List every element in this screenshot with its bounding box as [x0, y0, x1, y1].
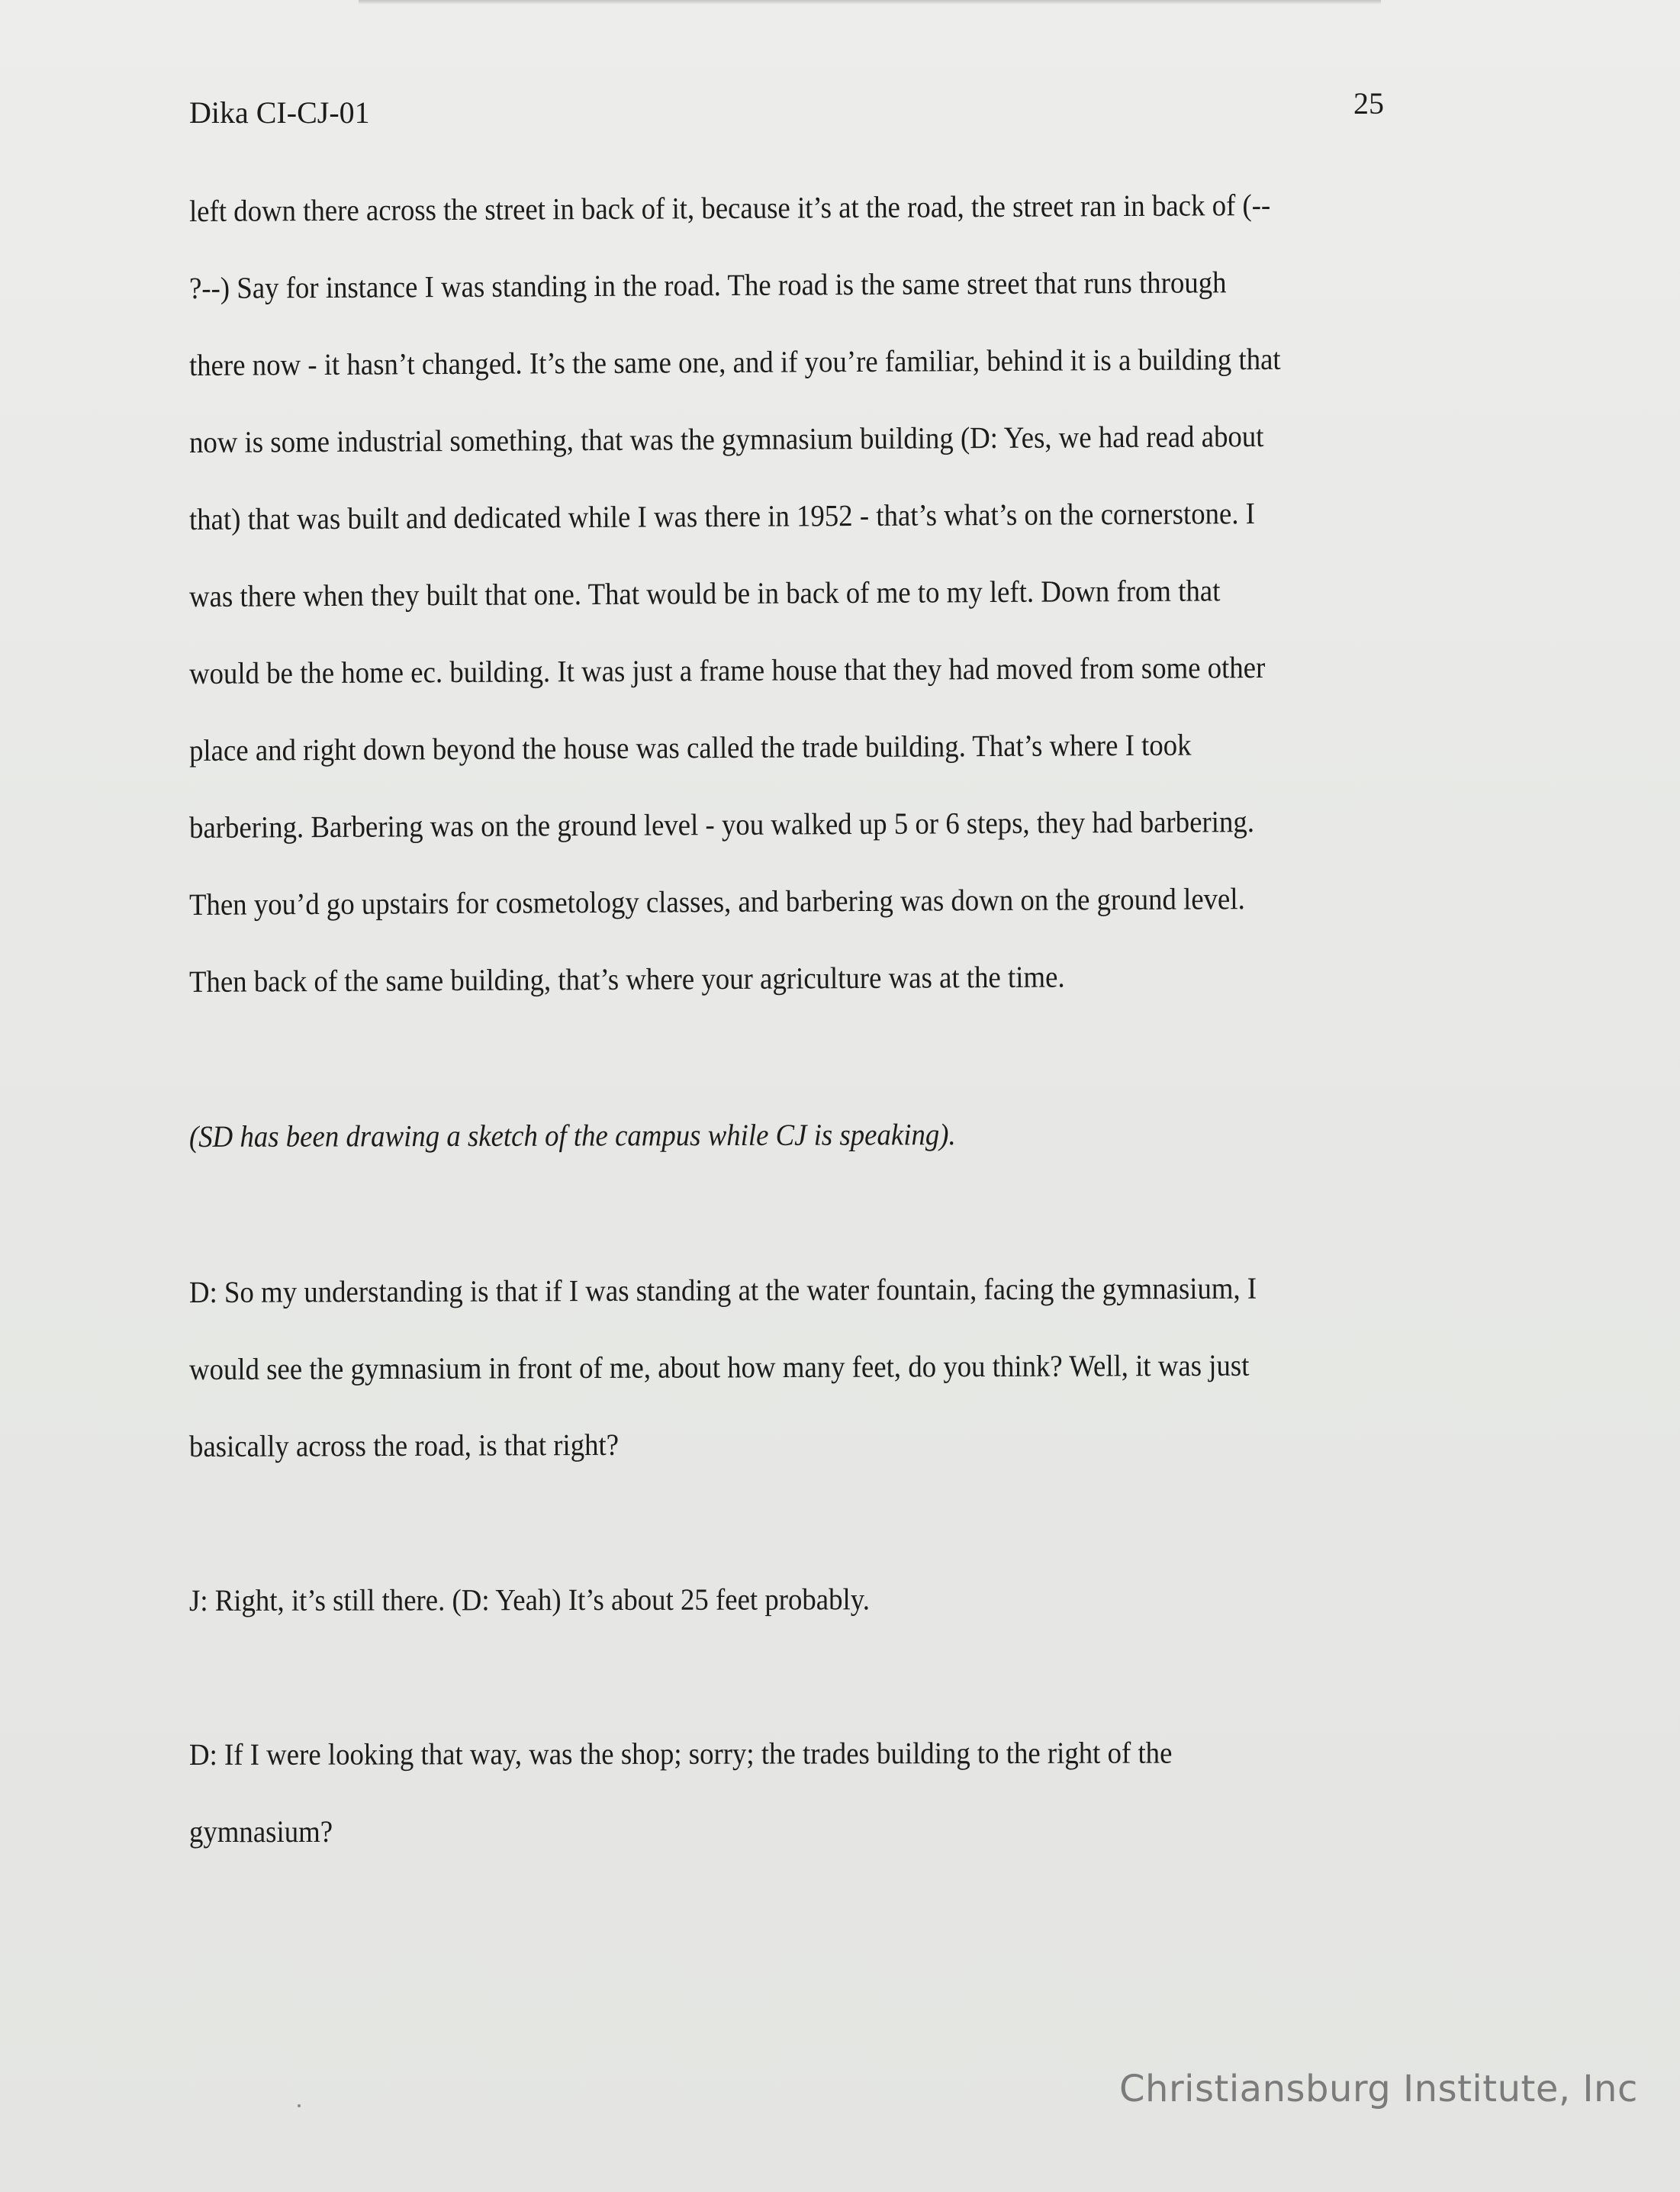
text-line: D: So my understanding is that if I was standing at the water fountain, facing the gymnasium, I: [188, 1270, 1257, 1309]
text-line: place and right down beyond the house was called the trade building. That’s where I took: [188, 727, 1192, 768]
text-line: now is some industrial something, that was the gymnasium building (D: Yes, we had read about: [188, 418, 1264, 459]
text-line: Then back of the same building, that’s where your agriculture was at the time.: [188, 959, 1065, 999]
text-line: J: Right, it’s still there. (D: Yeah) It’s about 25 feet probably.: [188, 1582, 870, 1617]
text-line: would see the gymnasium in front of me, about how many feet, do you think? Well, it was just: [188, 1347, 1250, 1386]
stage-note: (SD has been drawing a sketch of the campus while CJ is speaking).: [188, 1117, 956, 1154]
text-line: gymnasium?: [189, 1814, 333, 1849]
text-line: basically across the road, is that right?: [188, 1427, 620, 1463]
watermark: Christiansburg Institute, Inc: [1119, 2068, 1638, 2110]
text-line: that) that was built and dedicated while I was there in 1952 - that’s what’s on the cornerstone. I: [188, 496, 1256, 536]
text-line: there now - it hasn’t changed. It’s the same one, and if you’re familiar, behind it is a building that: [188, 341, 1281, 382]
scan-speck: [298, 2104, 301, 2107]
text-line: was there when they built that one. That would be in back of me to my left. Down from that: [188, 573, 1221, 613]
text-line: ?--) Say for instance I was standing in the road. The road is the same street that runs through: [188, 265, 1227, 305]
text-line: would be the home ec. building. It was just a frame house that they had moved from some other: [188, 649, 1266, 690]
text-line: left down there across the street in back of it, because it’s at the road, the street ran in back of (--: [188, 187, 1271, 228]
text-line: Then you’d go upstairs for cosmetology classes, and barbering was down on the ground level.: [188, 881, 1245, 922]
text-line: D: If I were looking that way, was the shop; sorry; the trades building to the right of the: [188, 1735, 1173, 1772]
scan-edge-shadow: [359, 0, 1381, 5]
text-line: barbering. Barbering was on the ground level - you walked up 5 or 6 steps, they had barbering.: [188, 804, 1255, 845]
document-id: Dika CI-CJ-01: [189, 95, 370, 130]
page-number: 25: [1353, 86, 1384, 121]
